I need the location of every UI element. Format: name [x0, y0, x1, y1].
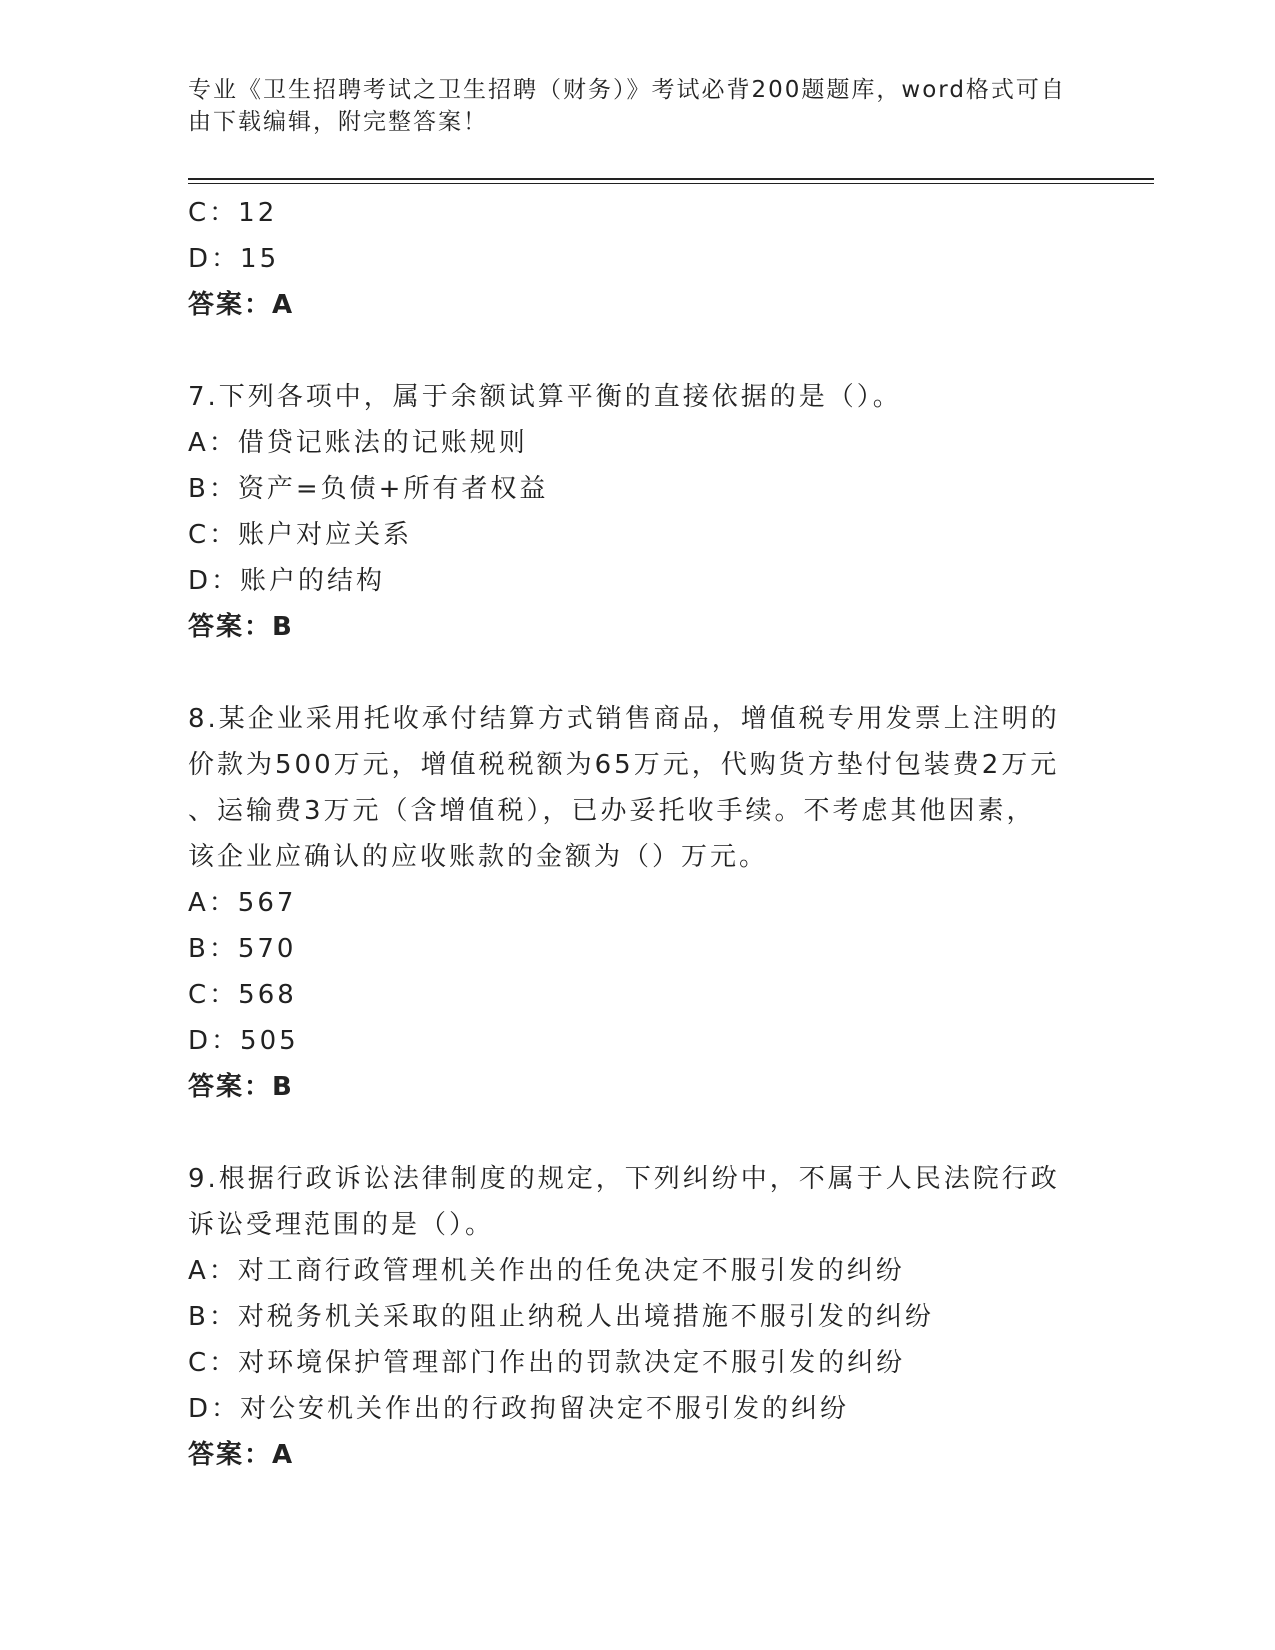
option-d: D：15: [188, 244, 280, 274]
spacer: [188, 650, 1088, 696]
option-a: A：借贷记账法的记账规则: [188, 428, 528, 458]
question-stem: 该企业应确认的应收账款的金额为（）万元。: [188, 842, 769, 872]
option-c: C：12: [188, 198, 278, 228]
header-rule-thick: [188, 178, 1154, 180]
question-stem: 8.某企业采用托收承付结算方式销售商品，增值税专用发票上注明的: [188, 704, 1060, 734]
question-stem: 7.下列各项中，属于余额试算平衡的直接依据的是（）。: [188, 382, 902, 412]
question-stem: 价款为500万元，增值税税额为65万元，代购货方垫付包装费2万元: [188, 750, 1060, 780]
spacer: [188, 1110, 1088, 1156]
header-rule-thin: [188, 183, 1154, 184]
option-d: D：505: [188, 1026, 299, 1056]
option-d: D：对公安机关作出的行政拘留决定不服引发的纠纷: [188, 1394, 850, 1424]
question-block-8: [188, 696, 1088, 1110]
option-d: D：账户的结构: [188, 566, 386, 596]
option-c: C：对环境保护管理部门作出的罚款决定不服引发的纠纷: [188, 1348, 906, 1378]
question-block-7: [188, 374, 1088, 650]
question-stem: 9.根据行政诉讼法律制度的规定，下列纠纷中，不属于人民法院行政: [188, 1164, 1060, 1194]
question-stem: 诉讼受理范围的是（）。: [188, 1210, 495, 1240]
option-a: A：567: [188, 888, 297, 918]
answer-line: 答案：B: [188, 612, 294, 642]
document-header: [188, 74, 1068, 138]
option-c: C：账户对应关系: [188, 520, 413, 550]
answer-line: 答案：A: [188, 1440, 295, 1470]
question-list: [188, 190, 1088, 1478]
spacer: [188, 328, 1088, 374]
header-line-2: 由下载编辑，附完整答案！: [188, 109, 488, 135]
question-stem: 、运输费3万元（含增值税），已办妥托收手续。不考虑其他因素，: [188, 796, 1036, 826]
question-block-9: [188, 1156, 1088, 1478]
option-b: B：对税务机关采取的阻止纳税人出境措施不服引发的纠纷: [188, 1302, 934, 1332]
answer-line: 答案：B: [188, 1072, 294, 1102]
option-a: A：对工商行政管理机关作出的任免决定不服引发的纠纷: [188, 1256, 905, 1286]
option-b: B：资产=负债+所有者权益: [188, 474, 549, 504]
option-c: C：568: [188, 980, 297, 1010]
answer-line: 答案：A: [188, 290, 295, 320]
option-b: B：570: [188, 934, 297, 964]
header-line-1: 专业《卫生招聘考试之卫生招聘（财务）》考试必背200题题库，word格式可自: [188, 77, 1066, 103]
question-block-prev: [188, 190, 1088, 328]
